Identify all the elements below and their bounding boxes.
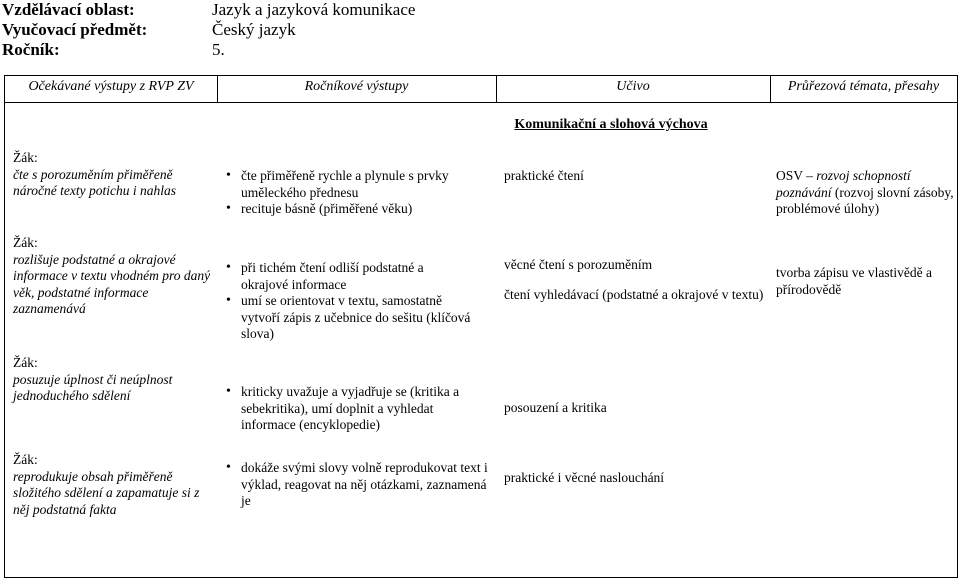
theme-text: tvorba zápisu ve vlastivědě a přírodovědě xyxy=(776,265,932,297)
list-item: • dokáže svými slovy volně reprodukovat text i výklad, reagovat na něj otázkami, zaznamená je xyxy=(223,460,491,510)
grade-label: Ročník: xyxy=(2,40,60,59)
pupil-label: Žák: xyxy=(13,150,38,165)
expected-outcome: reprodukuje obsah přiměřeně složitého sdělení a zapamatuje si z něj podstatná fakta xyxy=(13,468,200,517)
row-1-curriculum xyxy=(504,168,764,185)
row-1-expected xyxy=(13,150,209,200)
curriculum-item: praktické i věcné naslouchání xyxy=(504,470,665,485)
curriculum-item: věcné čtení s porozuměním xyxy=(504,257,653,272)
list-item: • kriticky uvažuje a vyjadřuje se (kritika a sebekritika), umí doplnit a vyhledat informace (encyklopedie) xyxy=(223,384,491,434)
expected-outcome: čte s porozuměním přiměřeně náročné texty potichu i nahlas xyxy=(13,166,176,198)
row-1-outputs xyxy=(223,168,491,218)
header-bottom-border xyxy=(5,102,957,103)
row-2-outputs xyxy=(223,260,473,343)
list-item: • čte přiměřeně rychle a plynule s prvky uměleckého přednesu xyxy=(223,168,491,201)
curriculum-item: praktické čtení xyxy=(504,168,584,183)
row-2-expected xyxy=(13,235,213,318)
pupil-label: Žák: xyxy=(13,452,38,467)
list-item: • umí se orientovat v textu, samostatně vytvoří zápis z učebnice do sešitu (klíčová slova) xyxy=(223,293,473,343)
column-header-themes: Průřezová témata, přesahy xyxy=(787,79,940,94)
grade-value: 5. xyxy=(212,40,225,59)
row-3-curriculum xyxy=(504,400,766,417)
area-value: Jazyk a jazyková komunikace xyxy=(212,0,416,19)
expected-outcome: posuzuje úplnost či neúplnost jednoduchého sdělení xyxy=(13,371,173,403)
curriculum-table xyxy=(4,75,958,578)
row-4-expected xyxy=(13,452,209,518)
pupil-label: Žák: xyxy=(13,235,38,250)
section-title: Komunikační a slohová výchova xyxy=(514,117,708,132)
row-3-outputs xyxy=(223,384,491,434)
pupil-label: Žák: xyxy=(13,355,38,370)
theme-name: rozvoj schopností poznávání xyxy=(776,168,911,200)
row-3-expected xyxy=(13,355,209,405)
table-top-border xyxy=(5,75,957,76)
curriculum-item: posouzení a kritika xyxy=(504,400,607,415)
subject-label: Vyučovací předmět: xyxy=(2,20,148,39)
curriculum-item: čtení vyhledávací (podstatné a okrajové v textu) xyxy=(504,286,764,302)
expected-outcome: rozlišuje podstatné a okrajové informace v textu vhodném pro daný věk, podstatné informace zaznamenává xyxy=(13,251,211,316)
list-item: • při tichém čtení odliší podstatné a okrajové informace xyxy=(223,260,473,293)
column-header-expected: Očekávané výstupy z RVP ZV xyxy=(28,79,194,94)
row-4-outputs xyxy=(223,460,491,510)
column-header-outputs: Ročníkové výstupy xyxy=(304,79,409,94)
theme-detail: (rozvoj slovní zásoby, problémové úlohy) xyxy=(776,184,954,216)
row-4-curriculum xyxy=(504,470,766,487)
theme-prefix: OSV – xyxy=(776,168,813,183)
area-label: Vzdělávací oblast: xyxy=(2,0,135,19)
list-item: • recituje básně (přiměřené věku) xyxy=(223,201,491,218)
subject-value: Český jazyk xyxy=(212,20,296,39)
column-header-curriculum: Učivo xyxy=(616,79,650,94)
row-1-themes xyxy=(776,168,954,218)
row-2-curriculum xyxy=(504,257,766,303)
row-2-themes xyxy=(776,265,956,298)
